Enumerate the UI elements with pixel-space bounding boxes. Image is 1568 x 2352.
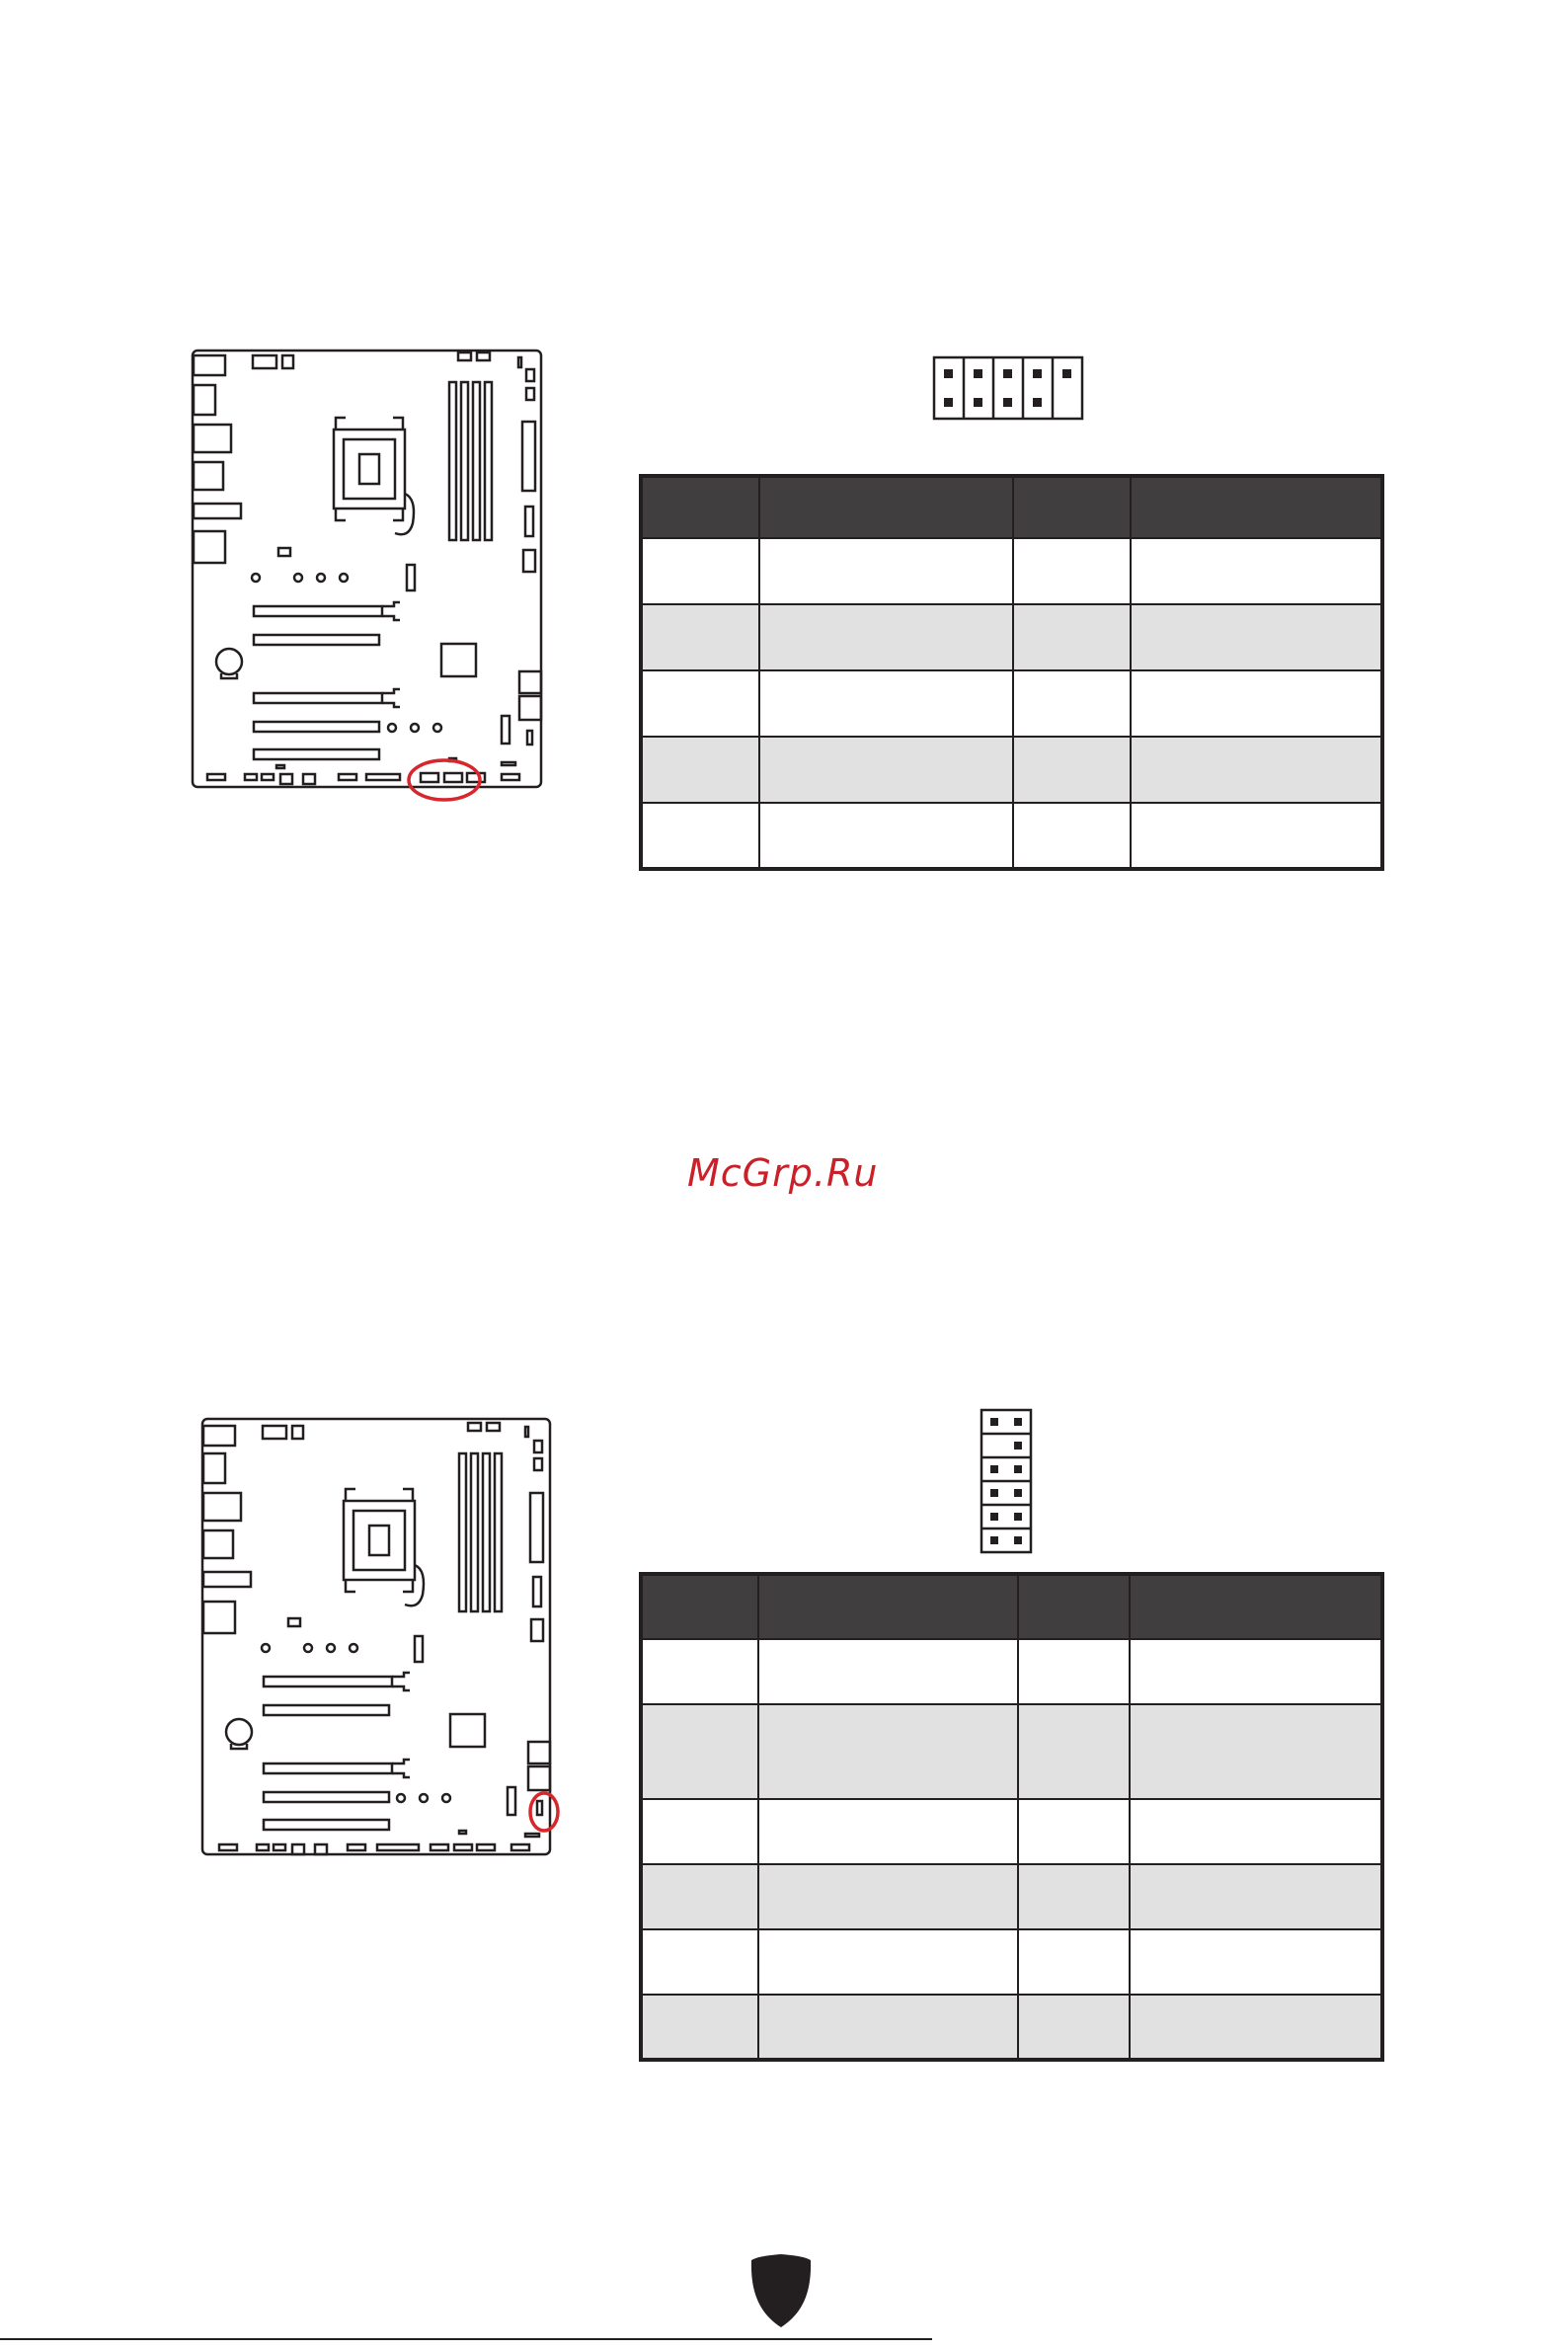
table-cell (641, 803, 759, 869)
table-cell (1013, 604, 1131, 670)
table-cell (641, 737, 759, 803)
header-highlight-ellipse (530, 1793, 558, 1831)
motherboard-diagram-1 (188, 346, 553, 820)
table-row (641, 1704, 1382, 1799)
table-cell (1013, 737, 1131, 803)
table-cell (1130, 1799, 1382, 1864)
pin-table-2 (639, 1572, 1384, 2062)
table-cell (1018, 1799, 1130, 1864)
table-cell (1130, 1864, 1382, 1929)
table-row (641, 1799, 1382, 1864)
table-row (641, 670, 1382, 737)
table-row (641, 538, 1382, 604)
table-cell (759, 803, 1013, 869)
table-cell (1018, 1995, 1130, 2060)
table-header-cell (759, 476, 1013, 538)
watermark-text: McGrp.Ru (687, 1151, 879, 1195)
table-header-cell (1130, 1574, 1382, 1639)
table-cell (759, 670, 1013, 737)
table-cell (1018, 1639, 1130, 1704)
table-cell (1013, 803, 1131, 869)
footer-rule (0, 2338, 932, 2340)
table-cell (1013, 670, 1131, 737)
table-row (641, 737, 1382, 803)
table-row (641, 604, 1382, 670)
table-header-cell (641, 1574, 758, 1639)
table-cell (641, 1929, 758, 1995)
table-cell (1131, 670, 1382, 737)
table-cell (758, 1929, 1018, 1995)
table-row (641, 1864, 1382, 1929)
table-row (641, 1929, 1382, 1995)
table-row (641, 803, 1382, 869)
table-header-cell (758, 1574, 1018, 1639)
table-cell (641, 1799, 758, 1864)
motherboard-diagram-2 (197, 1414, 563, 1868)
pin-table-1 (639, 474, 1384, 871)
table-cell (1131, 604, 1382, 670)
table-cell (1130, 1704, 1382, 1799)
table-row (641, 1639, 1382, 1704)
table-cell (641, 604, 759, 670)
table-cell (641, 670, 759, 737)
table-cell (758, 1639, 1018, 1704)
table-cell (759, 538, 1013, 604)
table-cell (1013, 538, 1131, 604)
table-header-cell (1131, 476, 1382, 538)
table-cell (641, 1995, 758, 2060)
table-cell (758, 1864, 1018, 1929)
table-cell (1131, 803, 1382, 869)
table-cell (1131, 737, 1382, 803)
table-cell (759, 604, 1013, 670)
table-cell (1018, 1704, 1130, 1799)
pin-header-2 (980, 1408, 1033, 1554)
table-row (641, 1995, 1382, 2060)
table-header-cell (641, 476, 759, 538)
table-cell (641, 1704, 758, 1799)
table-cell (1130, 1995, 1382, 2060)
shield-logo-icon (748, 2251, 814, 2330)
table-header-cell (1018, 1574, 1130, 1639)
table-cell (759, 737, 1013, 803)
table-cell (641, 538, 759, 604)
table-cell (1131, 538, 1382, 604)
table-cell (1018, 1864, 1130, 1929)
table-header-cell (1013, 476, 1131, 538)
table-cell (1130, 1639, 1382, 1704)
table-cell (758, 1704, 1018, 1799)
table-cell (641, 1639, 758, 1704)
table-cell (1018, 1929, 1130, 1995)
pin-header-1 (932, 355, 1084, 421)
table-cell (758, 1995, 1018, 2060)
table-cell (1130, 1929, 1382, 1995)
table-cell (758, 1799, 1018, 1864)
table-cell (641, 1864, 758, 1929)
